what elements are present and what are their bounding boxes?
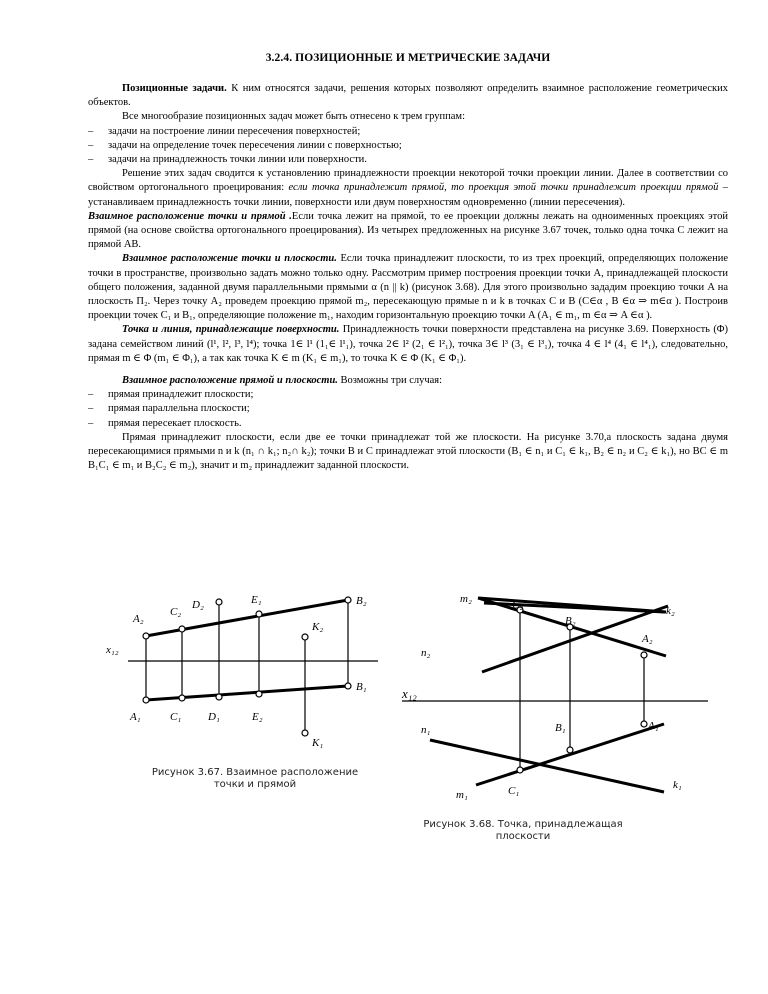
label-k2: K₂ xyxy=(312,621,324,633)
label-n2-fig2: n₂ xyxy=(421,647,431,659)
case-1-text: прямая принадлежит плоскости; xyxy=(108,389,254,401)
point-plane-text: Если точка принадлежит плоскости, то из трех проекций, определяющих положение точки в пространстве, произвольно задать можно только одну. Рассмотрим пример построения проекции точки A, принадлежащей плоскости общего положения, заданной двумя параллельными прямыми α (n || k) (рисунок 3.68). Для этого произвольно зададим проекцию точки A на плоскость П₂. Через точку A₂ проведем проекцию прямой m₂, пересекающую прямые n и k в точках C и B (C∈α , B ∈α ⇒ m∈α ). Построив проекции точек C₁ и B₁, определяющие положение m₁, находим горизонтальную проекцию точки A (A₁ ∈ m₁, m ∈α ⇒ A ∈α ). xyxy=(88,253,728,322)
list-item-case-3: – прямая пересекает плоскость. xyxy=(88,417,242,429)
paragraph-line-in-plane: Прямая принадлежит плоскости, если две ее точки принадлежат той же плоскости. На рисунке 3.70,а плоскость задана двумя пересекающимися прямыми n и k (n₁ ∩ k₁; n₂∩ k₂); точки B и C принадлежат этой плоскости (B₁ ∈ n₁ и C₁ ∈ k₁, B₂ ∈ n₂ и C₂ ∈ k₁), но BC ∈ m B₁C₁ ∈ m₁ и B₂C₂ ∈ m₂), значит и m₂ принадлежит заданной плоскости. xyxy=(88,431,728,472)
label-e2: E₂ xyxy=(252,711,263,723)
k1-stroke xyxy=(430,740,670,795)
solution-text-b: – устанавливаем принадлежность точки линии, поверхности или двум поверхностям одновременно (линии пересечения). xyxy=(88,182,729,208)
label-n1-fig2: n₁ xyxy=(421,724,431,736)
positional-tasks-heading: Позиционные задачи. xyxy=(122,83,227,94)
label-c2: C₂ xyxy=(170,606,182,618)
label-m1-fig2: m₁ xyxy=(456,789,468,801)
solution-text-italic: если точка принадлежит прямой, то проекция этой точки принадлежит проекции прямой xyxy=(288,182,719,194)
point-surface-heading: Точка и линия, принадлежащие поверхности. xyxy=(122,324,340,336)
label-b2: B₂ xyxy=(356,595,367,607)
label-k1: K₁ xyxy=(312,737,324,749)
group-3-text: задачи на принадлежность точки линии или поверхности. xyxy=(108,154,367,166)
label-b2-fig2: B₂ xyxy=(565,615,576,627)
case-3-text: прямая пересекает плоскость. xyxy=(108,417,242,429)
label-d2: D₂ xyxy=(192,599,204,611)
point-line-text: Если точка лежит на прямой, то ее проекции должны лежать на одноименных проекциях этой прямой (на основе свойства ортогонального проецирования). Из четырех предложенных на рисунке 3.67 точек, только одна точка C лежит на прямой AB. xyxy=(88,210,728,251)
list-item-group-3: – задачи на принадлежность точки линии или поверхности. xyxy=(88,154,367,166)
label-m2: m₂ xyxy=(460,593,472,605)
label-d1: D₁ xyxy=(208,711,220,723)
point-line-heading: Взаимное расположение точки и прямой . xyxy=(88,210,292,222)
list-item-case-1: – прямая принадлежит плоскости; xyxy=(88,389,254,401)
list-item-group-2: – задачи на определение точек пересечения линии с поверхностью; xyxy=(88,139,402,151)
figure-3-67-caption xyxy=(150,767,360,791)
label-a1-fig2: A₁ xyxy=(648,720,659,732)
list-item-group-1: – задачи на построение линии пересечения поверхностей; xyxy=(88,125,361,137)
label-a1: A₁ xyxy=(130,711,141,723)
figure-3-67-caption-line2: точки и прямой xyxy=(213,779,297,790)
case-2-text: прямая параллельна плоскости; xyxy=(108,403,250,415)
section-title: 3.2.4. ПОЗИЦИОННЫЕ И МЕТРИЧЕСКИЕ ЗАДАЧИ xyxy=(265,52,551,64)
label-x12: x₁₂ xyxy=(106,644,119,656)
label-k1-fig2: k₁ xyxy=(673,779,682,791)
label-e1: E₁ xyxy=(251,594,262,606)
label-a2-fig2: A₂ xyxy=(642,633,653,645)
label-c1: C₁ xyxy=(170,711,182,723)
list-item-case-2: – прямая параллельна плоскости; xyxy=(88,403,250,415)
line-plane-text: Возможны три случая: xyxy=(337,375,443,387)
group-1-text: задачи на построение линии пересечения поверхностей; xyxy=(108,125,361,137)
k2-stroke xyxy=(484,603,665,612)
line-plane-heading: Взаимное расположение прямой и плоскости. xyxy=(122,375,338,387)
label-c1-fig2: C₁ xyxy=(508,785,520,797)
label-b1-fig2: B₁ xyxy=(555,722,566,734)
figure-3-67-caption-line1: Рисунок 3.67. Взаимное расположение xyxy=(151,767,359,778)
label-k2-fig2: k₂ xyxy=(666,605,675,617)
label-a2: A₂ xyxy=(133,613,144,625)
label-x12-fig2: x₁₂ xyxy=(402,686,417,701)
paragraph-groups-intro: Все многообразие позиционных задач может быть отнесено к трем группам: xyxy=(122,111,465,123)
label-b1: B₁ xyxy=(356,681,367,693)
point-surface-text: Принадлежность точки поверхности представлена на рисунке 3.69. Поверхность (Φ) задана семейством линий (l¹, l², l³, l⁴); точка 1∈ l¹ (1₁∈ l¹₁), точка 2∈ l² (2₁ ∈ l²₁), точка 3∈ l³ (3₁ ∈ l³₁), точка 4 ∈ l⁴ (4₁ ∈ l⁴₁), следовательно, прямая m ∈ Φ (m₁ ∈ Φ₁), а так как точка K ∈ m (K₁ ∈ m₁), то точка K ∈ Φ (K₁ ∈ Φ₁). xyxy=(88,324,728,364)
solution-text-a: Решение этих задач сводится к установлению принадлежности проекции некоторой точки проекции линии. Далее в соответствии со свойством ортогонального проецирования: xyxy=(88,168,728,194)
positional-tasks-text: К ним относятся задачи, решения которых позволяют определить взаимное расположение геометрических объектов. xyxy=(88,83,729,109)
group-2-text: задачи на определение точек пересечения линии с поверхностью; xyxy=(108,139,402,151)
point-plane-heading: Взаимное расположение точки и плоскости. xyxy=(122,253,337,265)
figure-3-68-caption: Рисунок 3.68. Точка, принадлежащая плоскости xyxy=(423,819,623,842)
